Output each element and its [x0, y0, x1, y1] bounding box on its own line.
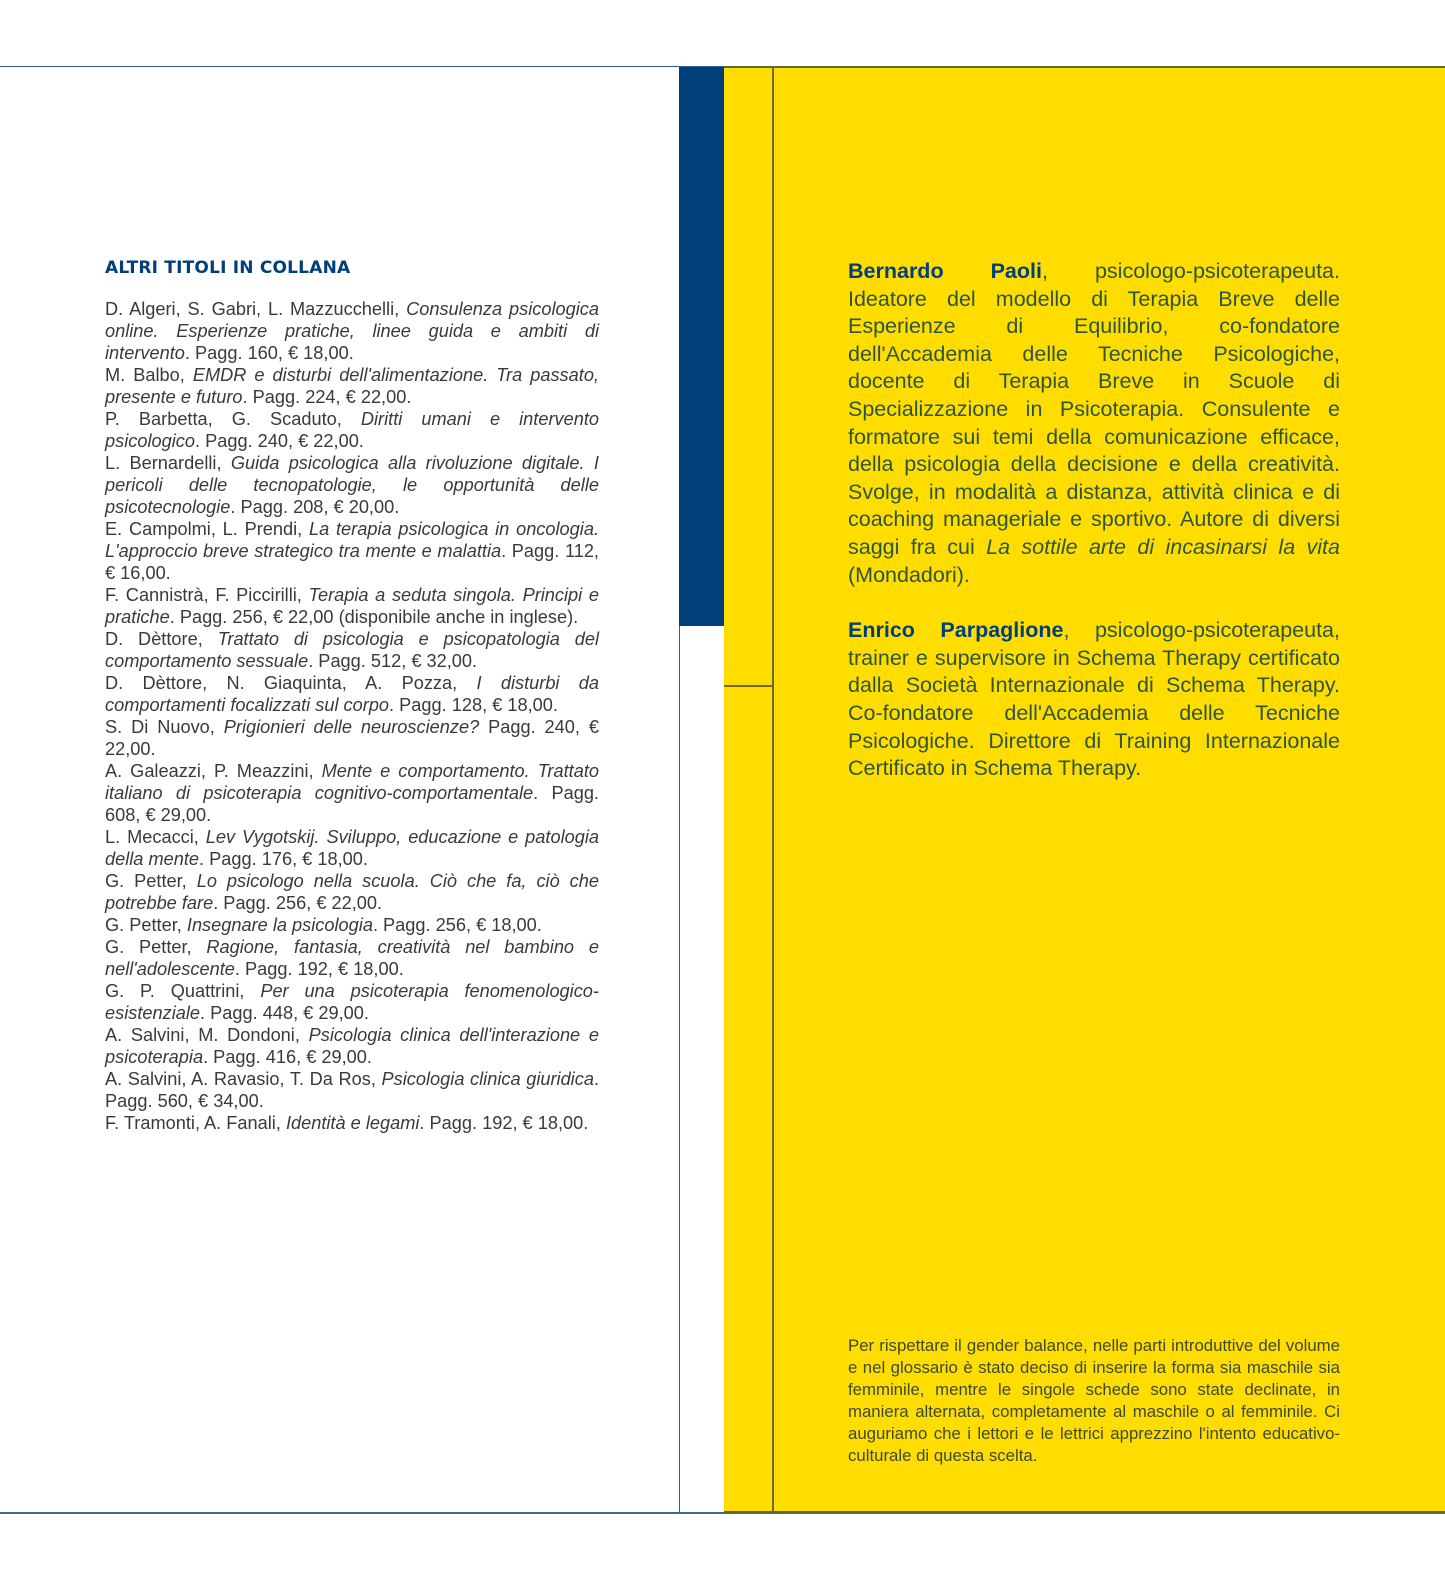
- book-details: . Pagg. 208, € 20,00.: [230, 497, 400, 517]
- bio-tail: (Mondadori).: [848, 562, 970, 587]
- book-title: Terapia a seduta singola. Principi e pratiche: [105, 585, 599, 627]
- book-entry: [105, 628, 599, 672]
- book-authors: G. Petter,: [105, 871, 197, 891]
- book-title: Mente e comportamento. Trattato italiano di psicoterapia cognitivo-comportamentale: [105, 761, 599, 803]
- book-authors: G. P. Quattrini,: [105, 981, 261, 1001]
- book-authors: L. Mecacci,: [105, 827, 206, 847]
- book-entry: [105, 936, 599, 980]
- author-bios-section: [848, 258, 1340, 811]
- book-details: . Pagg. 512, € 32,00.: [308, 651, 478, 671]
- author-name: Enrico Parpaglione: [848, 618, 1064, 643]
- book-entry: [105, 518, 599, 584]
- book-authors: F. Tramonti, A. Fanali,: [105, 1113, 286, 1133]
- book-details: . Pagg. 128, € 18,00.: [389, 695, 558, 715]
- book-details: . Pagg. 256, € 18,00.: [372, 915, 542, 935]
- yellow-vertical-rule: [772, 67, 774, 1512]
- book-entry: [105, 980, 599, 1024]
- book-title: Psicologia clinica dell'interazione e psicoterapia: [105, 1025, 599, 1067]
- book-entry: [105, 716, 599, 760]
- book-title: Diritti umani e intervento psicologico: [105, 409, 599, 451]
- book-authors: G. Petter,: [105, 937, 207, 957]
- book-authors: P. Barbetta, G. Scaduto,: [105, 409, 361, 429]
- book-entry: [105, 826, 599, 870]
- section-title: ALTRI TITOLI IN COLLANA: [105, 258, 351, 278]
- book-authors: A. Galeazzi, P. Meazzini,: [105, 761, 322, 781]
- book-entry: [105, 1112, 599, 1134]
- book-entry: [105, 870, 599, 914]
- book-authors: S. Di Nuovo,: [105, 717, 224, 737]
- book-entry: [105, 914, 599, 936]
- book-title: Per una psicoterapia fenomenologico-esistenziale: [105, 981, 599, 1023]
- author-name: Bernardo Paoli: [848, 259, 1042, 283]
- book-entry: [105, 584, 599, 628]
- book-title: I disturbi da comportamenti focalizzati sul corpo: [105, 673, 599, 715]
- book-title: Ragione, fantasia, creatività nel bambino e nell'adolescente: [105, 937, 599, 979]
- book-entry: [105, 364, 599, 408]
- book-details: . Pagg. 224, € 22,00.: [242, 387, 412, 407]
- book-authors: E. Campolmi, L. Prendi,: [105, 519, 309, 539]
- spine-blue-bar: [679, 67, 724, 626]
- book-title: EMDR e disturbi dell'alimentazione. Tra passato, presente e futuro: [105, 365, 599, 407]
- book-entry: [105, 672, 599, 716]
- book-authors: A. Salvini, M. Dondoni,: [105, 1025, 309, 1045]
- author-bio-paoli: [848, 258, 1340, 589]
- series-titles-section: [105, 258, 599, 1134]
- book-details: . Pagg. 560, € 34,00.: [105, 1069, 599, 1111]
- book-authors: A. Salvini, A. Ravasio, T. Da Ros,: [105, 1069, 382, 1089]
- book-title: Lo psicologo nella scuola. Ciò che fa, ciò che potrebbe fare: [105, 871, 599, 913]
- book-title: Identità e legami: [285, 1113, 420, 1133]
- book-entry: [105, 1024, 599, 1068]
- book-entry: [105, 452, 599, 518]
- book-details: . Pagg. 448, € 29,00.: [200, 1003, 369, 1023]
- book-authors: D. Dèttore,: [105, 629, 218, 649]
- book-details: . Pagg. 256, € 22,00.: [213, 893, 383, 913]
- book-details: . Pagg. 160, € 18,00.: [184, 343, 354, 363]
- book-title: Insegnare la psicologia: [186, 915, 373, 935]
- bio-text: , psicologo-psicoterapeuta. Ideatore del modello di Terapia Breve delle Esperienze di Equilibrio, co-fondatore dell'Accademia delle Tecniche Psicologiche, docente di Terapia Breve in Scuole di Specializzazione in Psicoterapia. Consulente e formatore sui temi della comunicazione efficace, della psicologia della decisione e della creatività. Svolge, in modalità a distanza, attività clinica e di coaching manageriale e sportivo. Autore di diversi saggi fra cui: [848, 259, 1340, 559]
- book-authors: D. Algeri, S. Gabri, L. Mazzucchelli,: [105, 299, 407, 319]
- yellow-horizontal-tick: [724, 685, 772, 687]
- book-title: Trattato di psicologia e psicopatologia del comportamento sessuale: [105, 629, 599, 671]
- yellow-bottom-edge: [724, 1511, 1445, 1513]
- bio-book-title: La sottile arte di incasinarsi la vita: [986, 534, 1340, 559]
- book-details: Pagg. 240, € 22,00.: [105, 717, 599, 759]
- book-entry: [105, 298, 599, 364]
- book-title: Lev Vygotskij. Sviluppo, educazione e patologia della mente: [105, 827, 600, 869]
- author-bio-parpaglione: [848, 617, 1340, 783]
- yellow-top-edge: [724, 66, 1445, 68]
- book-authors: L. Bernardelli,: [105, 453, 231, 473]
- bio-text: , psicologo-psicoterapeuta, trainer e supervisore in Schema Therapy certificato dalla Società Internazionale di Schema Therapy. Co-fondatore dell'Accademia delle Tecniche Psicologiche. Direttore di Training Internazionale Certificato in Schema Therapy.: [848, 618, 1340, 781]
- book-details: . Pagg. 112, € 16,00.: [105, 541, 599, 583]
- book-details: . Pagg. 608, € 29,00.: [105, 783, 599, 825]
- book-details: . Pagg. 192, € 18,00.: [419, 1113, 589, 1133]
- book-details: . Pagg. 240, € 22,00.: [194, 431, 364, 451]
- spine-blue-line: [679, 626, 680, 1513]
- book-details: . Pagg. 176, € 18,00.: [199, 849, 368, 869]
- book-authors: F. Cannistrà, F. Piccirilli,: [105, 585, 309, 605]
- book-entry: [105, 760, 599, 826]
- book-list: [105, 298, 599, 1134]
- gender-balance-note: Per rispettare il gender balance, nelle parti introduttive del volume e nel glossario è stato deciso di inserire la forma sia maschile sia femminile, mentre le singole schede sono state declinate, in maniera alternata, completamente al maschile o al femminile. Ci auguriamo che i lettori e le lettrici apprezzino l'intento educativo-culturale di questa scelta.: [848, 1335, 1340, 1465]
- book-entry: [105, 408, 599, 452]
- book-details: . Pagg. 256, € 22,00 (disponibile anche in inglese).: [169, 607, 579, 627]
- book-title: Prigionieri delle neuroscienze?: [223, 717, 480, 737]
- book-entry: [105, 1068, 599, 1112]
- book-title: Guida psicologica alla rivoluzione digitale. I pericoli delle tecnopatologie, le opportunità delle psicotecnologie: [105, 453, 599, 517]
- book-title: La terapia psicologica in oncologia. L'approccio breve strategico tra mente e malattia: [105, 519, 599, 561]
- book-title: Psicologia clinica giuridica: [381, 1069, 594, 1089]
- book-authors: D. Dèttore, N. Giaquinta, A. Pozza,: [105, 673, 477, 693]
- book-details: . Pagg. 416, € 29,00.: [203, 1047, 372, 1067]
- book-authors: M. Balbo,: [105, 365, 193, 385]
- book-details: . Pagg. 192, € 18,00.: [234, 959, 404, 979]
- book-authors: G. Petter,: [105, 915, 187, 935]
- book-title: Consulenza psicologica online. Esperienze pratiche, linee guida e ambiti di intervento: [105, 299, 599, 363]
